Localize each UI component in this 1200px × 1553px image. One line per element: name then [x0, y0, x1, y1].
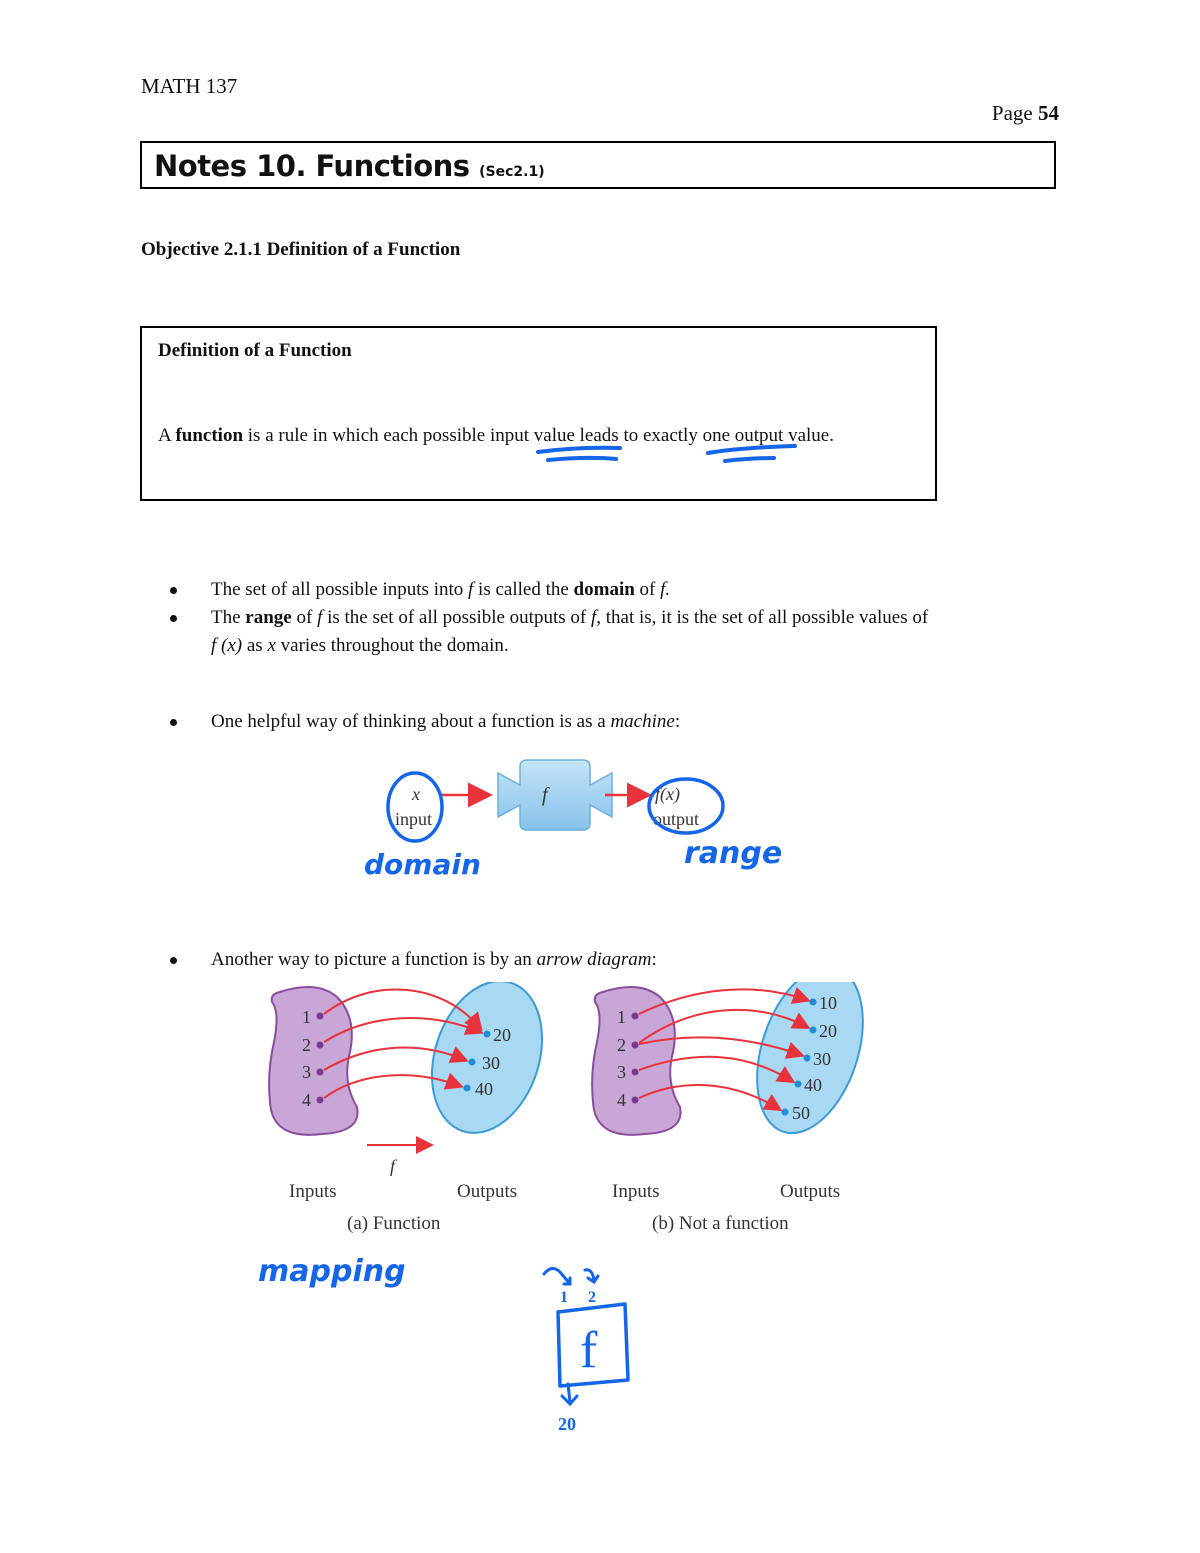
text-span: of	[291, 607, 318, 628]
bullet-machine-text	[211, 708, 1051, 736]
machine-output-label: output	[653, 809, 700, 829]
machine-input-label: input	[395, 809, 433, 829]
output-dot	[804, 1055, 811, 1062]
machine-output-symbol: f(x)	[655, 784, 680, 804]
hand-output-20: 20	[558, 1414, 576, 1434]
hand-f-symbol: f	[580, 1322, 598, 1379]
underline-exactly-1	[708, 446, 795, 453]
objective-heading: Objective 2.1.1 Definition of a Function	[141, 239, 461, 260]
bullet-marker	[170, 719, 177, 726]
input-dot	[317, 1042, 324, 1049]
definition-prefix: A	[158, 425, 176, 446]
input-dot	[632, 1042, 639, 1049]
text-span: machine	[610, 711, 675, 732]
text-span: as	[242, 635, 268, 656]
text-span: One helpful way of thinking about a function is as a	[211, 711, 611, 732]
text-span: :	[674, 711, 681, 732]
hand-arrow-in-1	[544, 1268, 570, 1284]
course-name: MATH 137	[141, 74, 238, 98]
text-span: f.	[660, 579, 671, 600]
hand-arrow-out	[568, 1384, 570, 1402]
bullet-marker	[170, 615, 177, 622]
text-span: that is, it is the set of all possible values of	[601, 607, 929, 628]
handwritten-domain: domain	[364, 848, 481, 881]
input-dot	[632, 1013, 639, 1020]
output-dot	[795, 1081, 802, 1088]
output-label: 50	[792, 1103, 810, 1123]
input-label: 3	[302, 1062, 311, 1082]
definition-body: is a rule in which each possible input value leads to exactly one output value.	[243, 425, 834, 446]
outputs-label: Outputs	[457, 1181, 518, 1202]
output-dot	[810, 1027, 817, 1034]
machine-input-symbol: x	[412, 784, 420, 804]
handwritten-range: range	[684, 836, 783, 871]
input-label: 2	[302, 1035, 311, 1055]
title-box	[140, 141, 1056, 189]
text-span: arrow diagram	[536, 949, 652, 970]
inputs-blob	[269, 987, 357, 1135]
f-label: f	[390, 1156, 396, 1176]
output-label: 40	[475, 1079, 493, 1099]
text-span: x	[267, 635, 276, 656]
input-dot	[632, 1069, 639, 1076]
arrow-diagram-not-function	[585, 982, 885, 1242]
page-title	[154, 149, 545, 183]
page-number	[992, 101, 1059, 126]
text-span: The set of all possible inputs into	[211, 579, 469, 600]
handwritten-underlines	[520, 440, 820, 470]
bullet-marker	[170, 587, 177, 594]
arrow-diagram-function	[262, 982, 562, 1242]
text-span: range	[245, 607, 292, 628]
underline-input-2	[548, 458, 616, 460]
input-label: 1	[617, 1007, 626, 1027]
output-dot	[782, 1109, 789, 1116]
output-label: 20	[819, 1021, 837, 1041]
inputs-label: Inputs	[289, 1181, 337, 1202]
input-label: 2	[617, 1035, 626, 1055]
page-number-value: 54	[1038, 101, 1059, 125]
bullet-range-text	[211, 604, 1051, 660]
input-label: 4	[617, 1090, 626, 1110]
handwritten-mapping: mapping	[258, 1254, 406, 1289]
input-dot	[317, 1069, 324, 1076]
underline-exactly-2	[725, 458, 774, 461]
definition-term: function	[175, 425, 244, 446]
input-dot	[317, 1013, 324, 1020]
text-span: f (x)	[211, 635, 243, 656]
output-dot	[810, 999, 817, 1006]
text-span: Another way to picture a function is by an	[211, 949, 537, 970]
text-span: domain	[573, 579, 635, 600]
handwritten-function-box-sketch	[530, 1262, 650, 1442]
title-main-text: Notes 10. Functions	[154, 149, 470, 183]
input-label: 3	[617, 1062, 626, 1082]
text-span: is the set of all possible outputs of	[322, 607, 591, 628]
input-label: 4	[302, 1090, 311, 1110]
input-dot	[317, 1097, 324, 1104]
input-dot	[632, 1097, 639, 1104]
machine-box	[498, 760, 612, 830]
output-dot	[469, 1059, 476, 1066]
hand-input-2: 2	[588, 1289, 596, 1306]
output-label: 40	[804, 1075, 822, 1095]
text-span: The	[211, 607, 246, 628]
output-label: 30	[813, 1049, 831, 1069]
input-label: 1	[302, 1007, 311, 1027]
hand-input-1: 1	[560, 1289, 568, 1306]
text-span: varies throughout the domain.	[275, 635, 509, 656]
caption-a: (a) Function	[347, 1213, 441, 1234]
bullet-arrow-text	[211, 946, 1051, 974]
caption-b: (b) Not a function	[652, 1213, 789, 1234]
text-span: f	[468, 579, 474, 600]
text-span: :	[651, 949, 657, 970]
outputs-label: Outputs	[780, 1181, 841, 1202]
page-label: Page	[991, 101, 1033, 125]
inputs-label: Inputs	[612, 1181, 660, 1202]
output-label: 20	[493, 1025, 511, 1045]
underline-input-1	[538, 448, 620, 452]
output-dot	[464, 1085, 471, 1092]
output-label: 30	[482, 1053, 500, 1073]
title-section: (Sec2.1)	[479, 164, 545, 180]
definition-heading: Definition of a Function	[158, 340, 352, 361]
bullet-marker	[170, 957, 177, 964]
bullet-domain-text	[211, 576, 1051, 604]
text-span: f	[317, 607, 323, 628]
machine-f-symbol: f	[542, 784, 548, 806]
text-span: f,	[590, 607, 601, 628]
definition-box	[140, 326, 937, 501]
text-span: is called the	[473, 579, 574, 600]
output-label: 10	[819, 993, 837, 1013]
output-dot	[484, 1031, 491, 1038]
text-span: of	[634, 579, 661, 600]
